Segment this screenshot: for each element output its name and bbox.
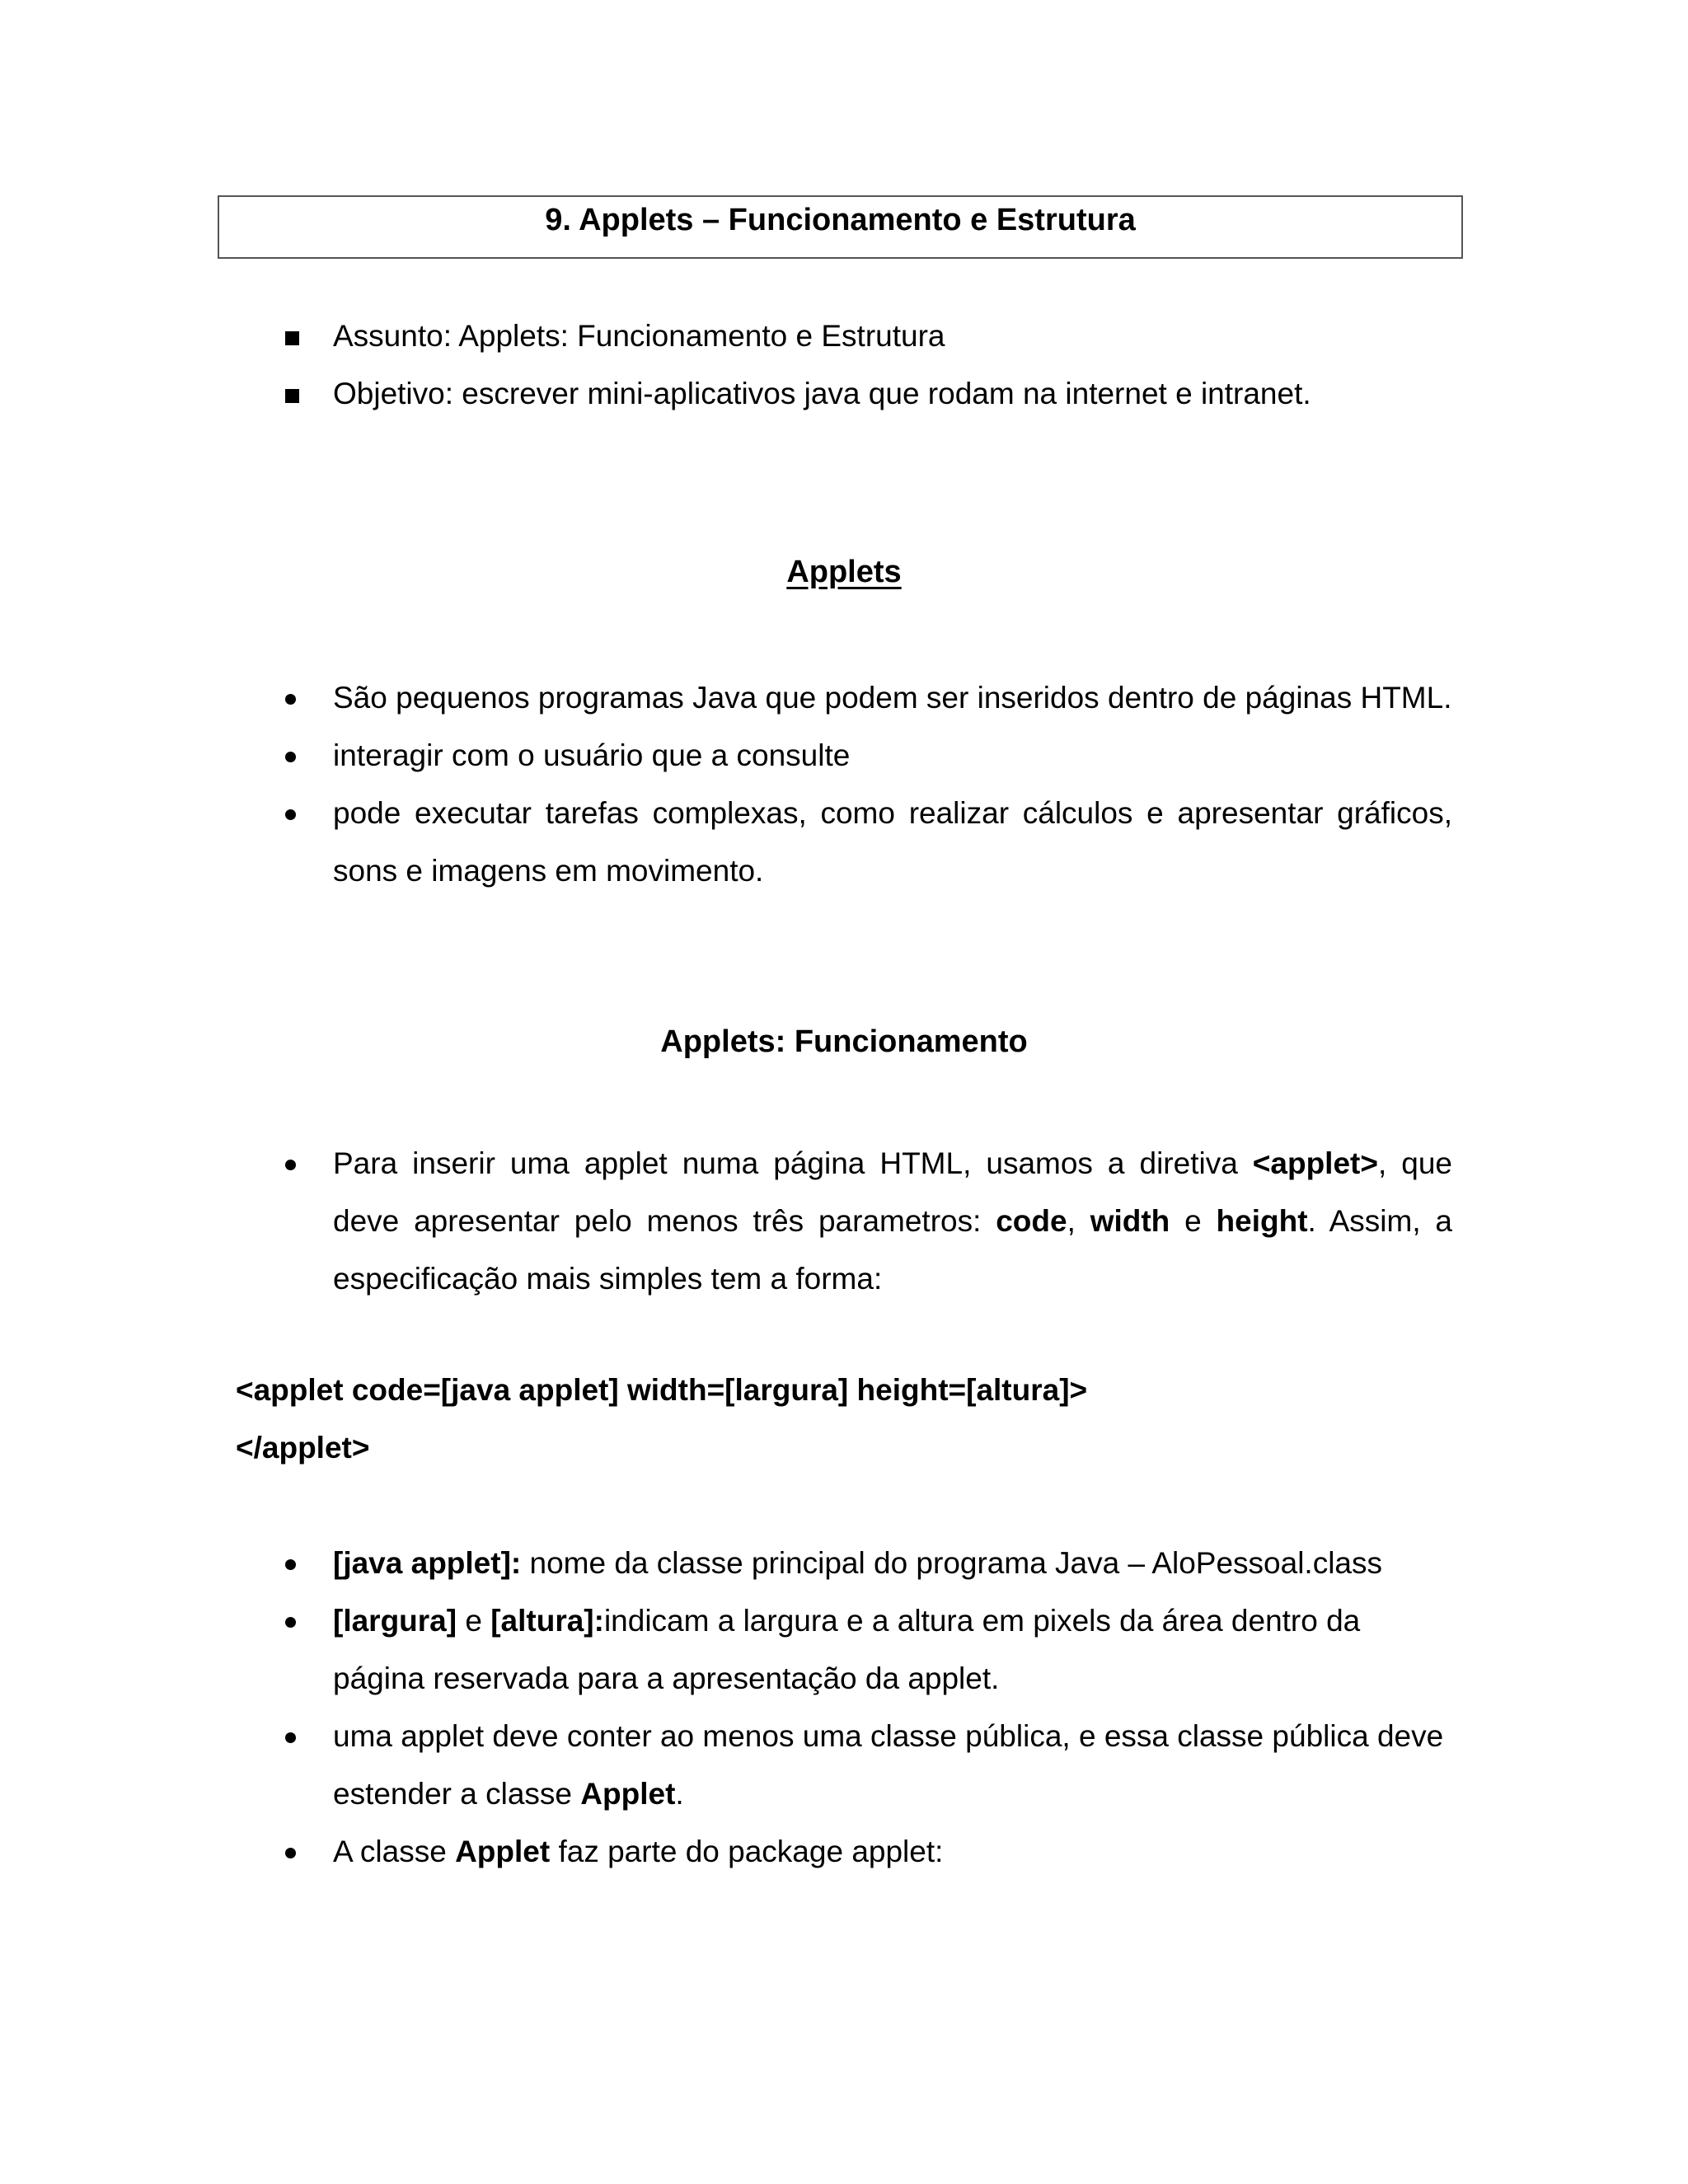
param-height: height [1216,1204,1308,1238]
intro-list [280,312,1311,427]
bullet-icon [285,1848,296,1858]
list-item-text: uma applet deve conter ao menos uma classe pública, e essa classe pública deve estender a classe [333,1719,1444,1811]
applet-tag-text: <applet> [1252,1146,1378,1180]
list-item-text: nome da classe principal do programa Java – AloPessoal.class [521,1546,1382,1580]
list-item [280,727,1452,785]
list-item [280,785,1452,900]
para-text: e [1170,1204,1217,1238]
page-title: 9. Applets – Funcionamento e Estrutura [545,203,1136,237]
intro-item-text: Assunto: Applets: Funcionamento e Estrutura [333,319,945,353]
list-item [280,1135,1452,1308]
term-largura: [largura] [333,1604,457,1638]
code-example [236,1361,1087,1477]
page-title-box [218,195,1463,259]
section-heading-applets: Applets [786,555,902,589]
list-item-text: e [457,1604,491,1638]
code-line: </applet> [236,1431,370,1465]
list-item-text: São pequenos programas Java que podem ser inseridos dentro de páginas HTML. [333,681,1452,715]
bullet-icon [285,809,296,820]
para-text: , que deve apresentar pelo menos três parametros: [333,1146,1452,1238]
list-item [280,669,1452,727]
list-item-text: pode executar tarefas complexas, como realizar cálculos e apresentar gráficos, sons e imagens em movimento. [333,796,1452,888]
term-java-applet: [java applet]: [333,1546,522,1580]
applets-list [280,669,1452,900]
term-applet: Applet [455,1835,551,1868]
para-text: . Assim, a especificação mais simples tem a forma: [333,1204,1453,1296]
list-item-text: faz parte do package applet: [550,1835,944,1868]
bullet-icon [285,1559,296,1570]
bullet-icon [285,694,296,705]
list-item-text: A classe [333,1835,456,1868]
section-heading-funcionamento: Applets: Funcionamento [660,1024,1028,1059]
square-bullet-icon [285,389,299,403]
bullet-icon [285,1732,296,1743]
para-text: , [1067,1204,1090,1238]
param-code: code [996,1204,1067,1238]
list-item [280,1535,1452,1592]
term-applet: Applet [580,1777,676,1811]
list-item-text: . [675,1777,684,1811]
param-width: width [1090,1204,1170,1238]
code-line: <applet code=[java applet] width=[largura] height=[altura]> [236,1373,1088,1407]
para-text: Para inserir uma applet numa página HTML, usamos a diretiva [333,1146,1253,1180]
list-item-text: indicam a largura e a altura em pixels da área dentro da página reservada para a apresentação da applet. [333,1604,1361,1695]
intro-item-objective [280,369,1311,427]
details-list [280,1535,1452,1881]
bullet-icon [285,1617,296,1628]
list-item [280,1708,1452,1823]
list-item [280,1592,1452,1708]
funcionamento-list [280,1135,1452,1308]
intro-item-subject [280,312,1311,369]
square-bullet-icon [285,331,299,345]
bullet-icon [285,752,296,762]
list-item-text: interagir com o usuário que a consulte [333,738,851,772]
intro-item-text: Objetivo: escrever mini-aplicativos java que rodam na internet e intranet. [333,377,1311,410]
term-altura: [altura]: [490,1604,604,1638]
list-item [280,1823,1452,1881]
bullet-icon [285,1160,296,1170]
